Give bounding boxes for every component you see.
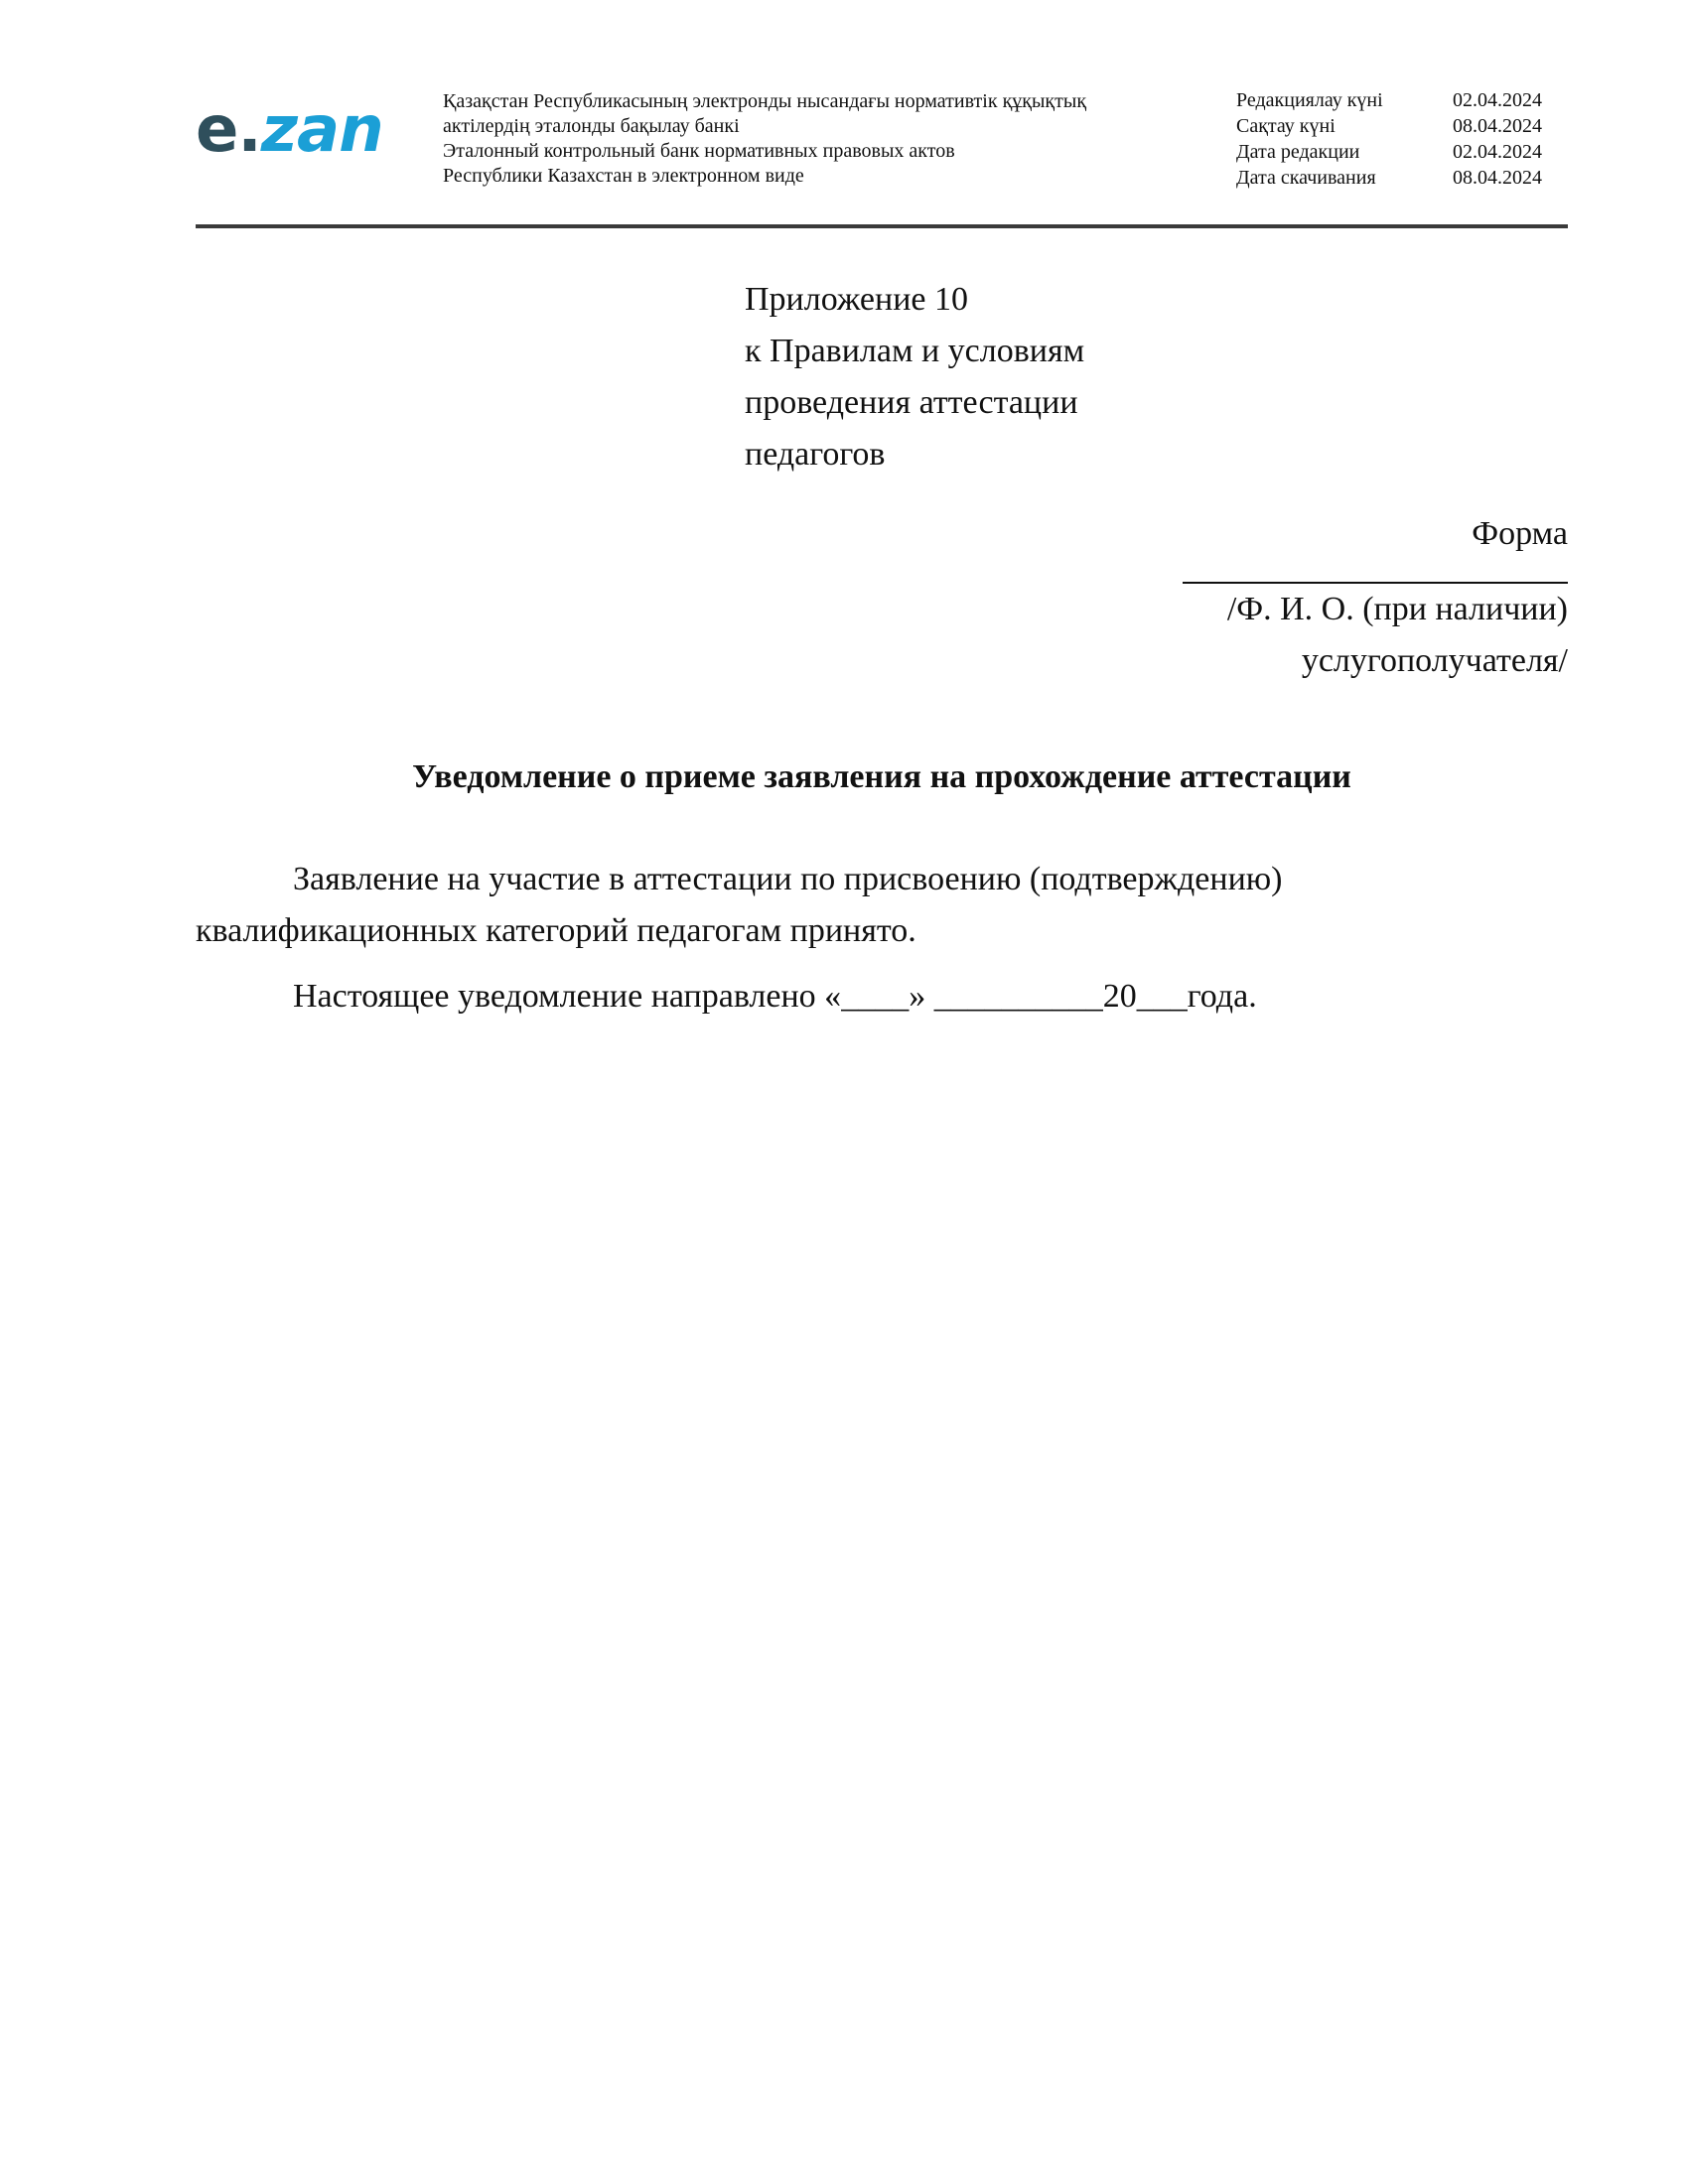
paragraph-line: Заявление на участие в аттестации по присвоению (подтверждению) <box>293 861 1283 897</box>
ezan-logo <box>196 93 383 167</box>
meta-label: Дата скачивания <box>1236 167 1376 189</box>
meta-value: 02.04.2024 <box>1453 141 1542 163</box>
header-meta-table <box>1236 87 1572 191</box>
meta-value: 08.04.2024 <box>1453 167 1542 189</box>
signature-block <box>1091 582 1568 687</box>
appendix-line: проведения аттестации <box>745 384 1078 421</box>
header-divider <box>196 224 1568 228</box>
signature-caption: /Ф. И. О. (при наличии) <box>1226 591 1568 627</box>
notice-mid: » <box>909 978 934 1015</box>
appendix-line: Приложение 10 <box>745 281 968 318</box>
meta-row <box>1236 87 1572 113</box>
form-label: Форма <box>1472 515 1568 552</box>
meta-value: 02.04.2024 <box>1453 89 1542 111</box>
meta-row <box>1236 165 1572 191</box>
logo-zan: zan <box>260 93 383 167</box>
header-line: Республики Казахстан в электронном виде <box>443 165 804 187</box>
notice-prefix: Настоящее уведомление направлено « <box>293 978 842 1015</box>
appendix-line: к Правилам и условиям <box>745 333 1085 369</box>
logo-dot: . <box>237 93 261 167</box>
meta-label: Сақтау күні <box>1236 115 1336 137</box>
header-line: актілердің эталонды бақылау банкі <box>443 115 740 137</box>
meta-label: Дата редакции <box>1236 141 1360 163</box>
paragraph-line: квалификационных категорий педагогам принято. <box>196 912 916 949</box>
signature-caption: услугополучателя/ <box>1301 642 1568 679</box>
year-prefix: 20 <box>1102 978 1137 1015</box>
day-blank: ____ <box>841 978 910 1015</box>
meta-row <box>1236 139 1572 165</box>
notice-suffix: года. <box>1187 978 1257 1015</box>
meta-value: 08.04.2024 <box>1453 115 1542 137</box>
logo-e: e <box>196 93 238 167</box>
meta-label: Редакциялау күні <box>1236 89 1383 111</box>
header-line: Қазақстан Республикасының электронды нысандағы нормативтік құқықтық <box>443 90 1087 112</box>
header-description <box>443 89 1086 189</box>
body-text <box>196 854 1568 1023</box>
appendix-reference <box>745 274 1084 480</box>
year-blank: ___ <box>1136 978 1188 1015</box>
meta-row <box>1236 113 1572 139</box>
month-blank: __________ <box>933 978 1103 1015</box>
appendix-line: педагогов <box>745 436 886 473</box>
document-title: Уведомление о приеме заявления на прохождение аттестации <box>412 758 1351 795</box>
header-line: Эталонный контрольный банк нормативных правовых актов <box>443 140 955 162</box>
notice-line <box>196 971 1568 1023</box>
